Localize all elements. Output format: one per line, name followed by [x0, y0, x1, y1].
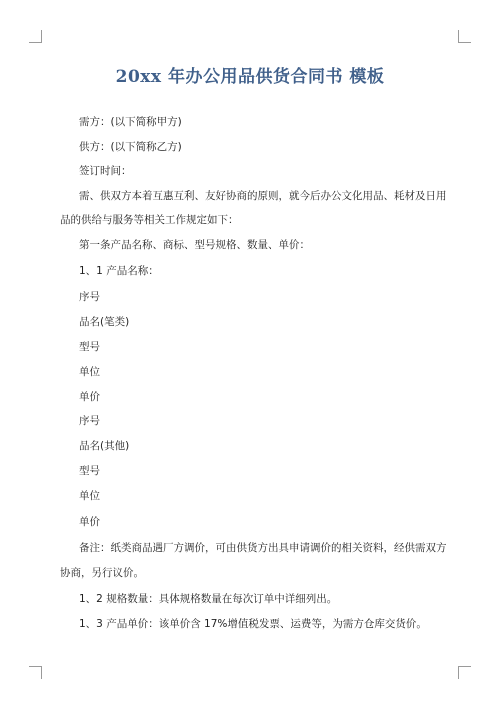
list-item: 单位 [79, 366, 100, 378]
section-1-1-heading: 1、1 产品名称： [79, 265, 159, 277]
paragraph-preamble-line-2: 品的供给与服务等相关工作规定如下： [60, 214, 239, 226]
list-item: 单价 [79, 391, 100, 403]
section-1-2: 1、2 规格数量：具体规格数量在每次订单中详细列出。 [79, 593, 338, 605]
document-title: 20xx 年办公用品供货合同书 模板 [115, 67, 385, 87]
paragraph-supplier: 供方：(以下简称乙方) [79, 141, 182, 153]
section-1-3: 1、3 产品单价：该单价含 17%增值税发票、运费等，为需方仓库交货价。 [79, 618, 427, 630]
list-item: 品名(笔类) [79, 316, 130, 328]
crop-mark-bottom-right [458, 666, 471, 679]
paragraph-remark-line-1: 备注：纸类商品遇厂方调价，可由供货方出具申请调价的相关资料，经供需双方 [79, 542, 447, 554]
article-one-heading: 第一条产品名称、商标、型号规格、数量、单价： [79, 239, 310, 251]
list-item: 序号 [79, 415, 100, 427]
list-item: 单位 [79, 490, 100, 502]
paragraph-signing-date: 签订时间： [79, 165, 132, 177]
crop-mark-top-left [29, 30, 42, 43]
list-item: 序号 [79, 291, 100, 303]
list-item: 型号 [79, 341, 100, 353]
crop-mark-top-right [458, 30, 471, 43]
paragraph-buyer: 需方：(以下简称甲方) [79, 116, 182, 128]
list-item: 型号 [79, 465, 100, 477]
paragraph-preamble-line-1: 需、供双方本着互惠互利、友好协商的原则，就今后办公文化用品、耗材及日用 [79, 190, 447, 202]
paragraph-remark-line-2: 协商，另行议价。 [60, 567, 144, 579]
list-item: 单价 [79, 516, 100, 528]
crop-mark-bottom-left [29, 666, 42, 679]
list-item: 品名(其他) [79, 440, 130, 452]
